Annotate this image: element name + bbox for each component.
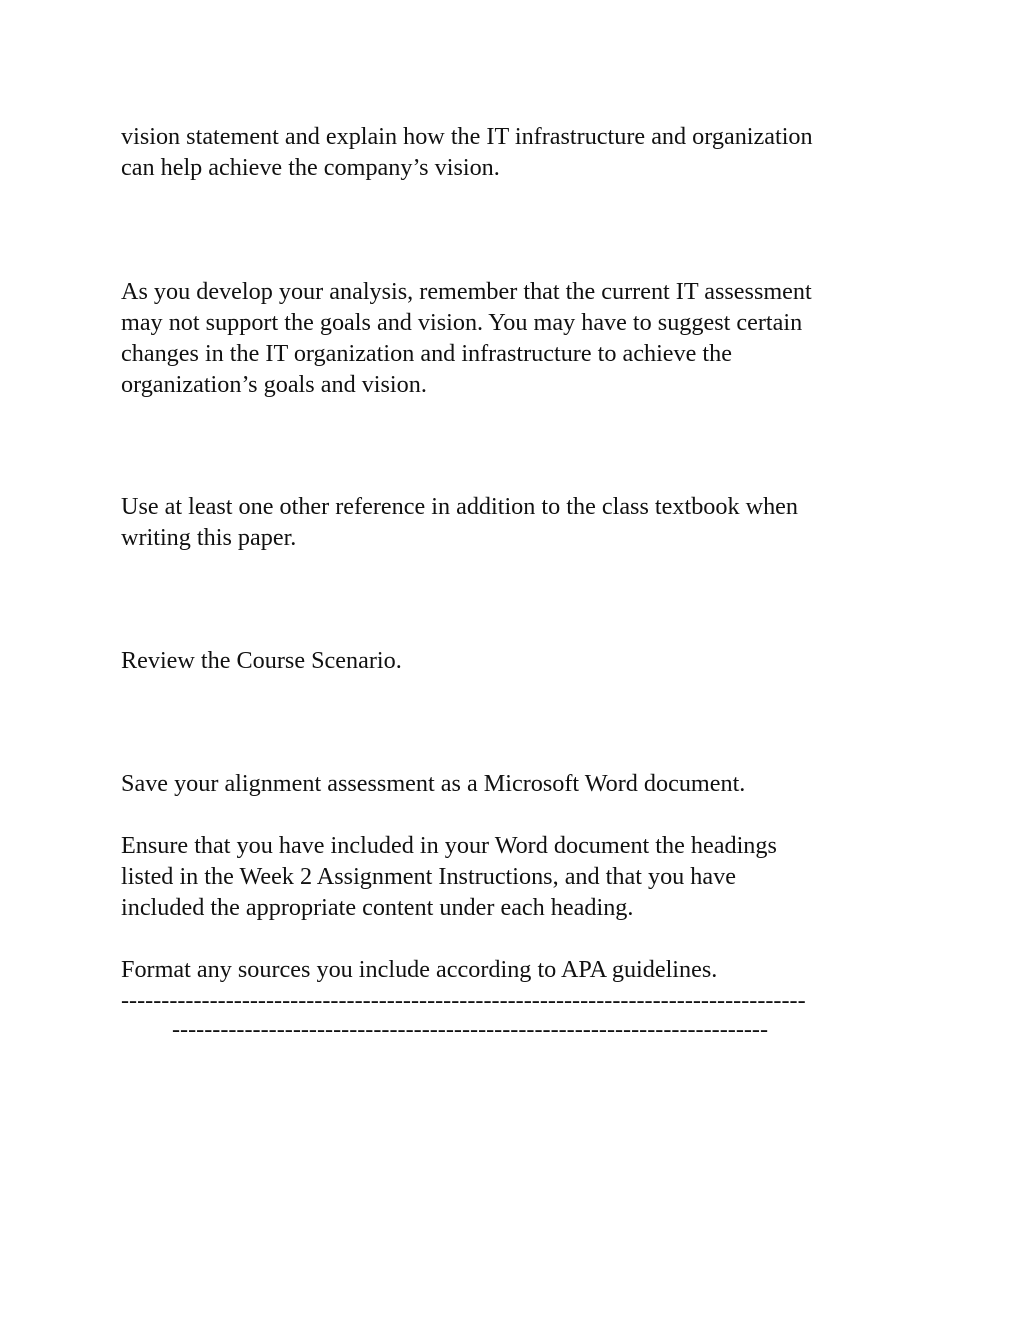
paragraph-analysis-note: As you develop your analysis, remember that the current IT assessment may not support the goals and vision. You may have to suggest certain changes in the IT organization and infrastructure to achieve the organization’s goals and vision. [121,278,812,398]
dashed-separator-line: ------------------------------------------------------------------------------------- [121,987,806,1014]
dashed-separator-line: -------------------------------------------------------------------------- [172,1016,769,1043]
paragraph-apa-format: Format any sources you include according to APA guidelines. [121,956,718,983]
paragraph-headings-instruction: Ensure that you have included in your Word document the headings listed in the Week 2 Assignment Instructions, and that you have included the appropriate content under each heading. [121,832,777,921]
paragraph-review-scenario: Review the Course Scenario. [121,647,402,674]
paragraph-reference-requirement: Use at least one other reference in addition to the class textbook when writing this paper. [121,493,799,551]
paragraph-vision-statement: vision statement and explain how the IT infrastructure and organization can help achieve the company’s vision. [121,123,813,181]
paragraph-save-instruction: Save your alignment assessment as a Microsoft Word document. [121,770,746,797]
